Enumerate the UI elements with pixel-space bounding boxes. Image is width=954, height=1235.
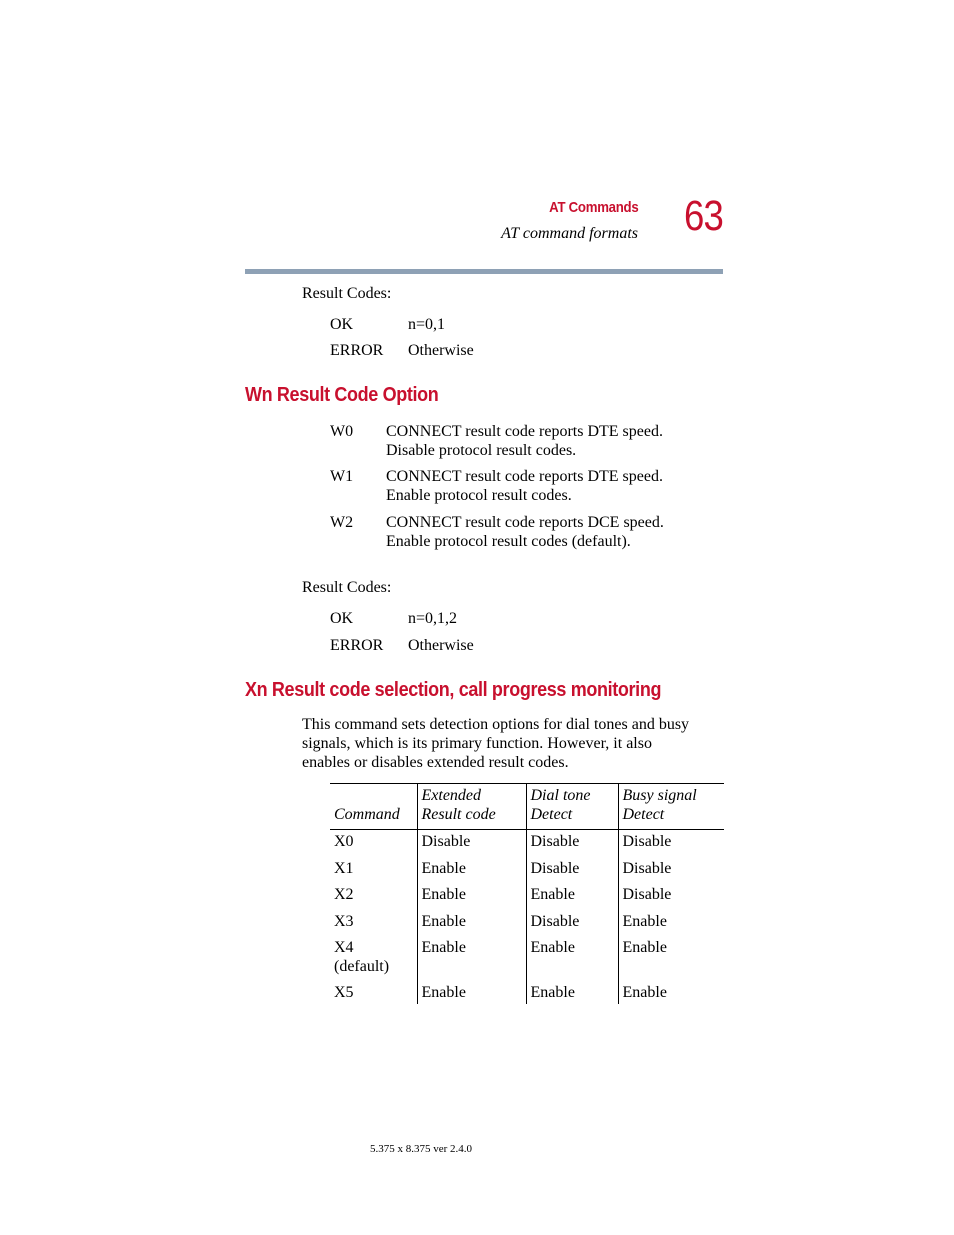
result-codes-label: Result Codes: xyxy=(302,579,392,596)
xn-options-table xyxy=(330,783,724,1004)
result-code-value: Otherwise xyxy=(408,637,474,654)
cell-command xyxy=(330,938,417,983)
option-line: Disable protocol result codes. xyxy=(386,442,577,459)
table-row xyxy=(330,859,724,886)
option-code: W1 xyxy=(330,468,354,485)
paragraph-line: enables or disables extended result codes. xyxy=(302,754,569,771)
option-description xyxy=(386,513,726,551)
paragraph-line: This command sets detection options for dial tones and busy xyxy=(302,716,690,733)
cell-command: X3 xyxy=(334,912,354,930)
command-code: X4 xyxy=(334,939,354,956)
header-line: Detect xyxy=(530,806,573,823)
header-line: Extended xyxy=(421,787,482,804)
column-header-busy-signal xyxy=(618,784,724,830)
header-line: Busy signal xyxy=(622,787,697,804)
cell-busy-signal: Disable xyxy=(618,885,724,912)
cell-extended: Enable xyxy=(417,938,526,983)
cell-busy-signal: Disable xyxy=(618,830,724,859)
cell-dial-tone: Disable xyxy=(526,830,618,859)
result-code: OK xyxy=(330,316,354,333)
section-intro-paragraph xyxy=(302,715,722,772)
option-description xyxy=(386,422,726,460)
option-line: CONNECT result code reports DTE speed. xyxy=(386,423,663,440)
running-header-title: AT Commands xyxy=(548,199,638,216)
column-header-command xyxy=(330,784,417,830)
table-row xyxy=(330,885,724,912)
cell-dial-tone: Enable xyxy=(526,983,618,1004)
result-code: ERROR xyxy=(330,637,384,654)
option-code: W0 xyxy=(330,423,354,440)
paragraph-line: signals, which is its primary function. However, it also xyxy=(302,735,652,752)
cell-extended: Disable xyxy=(417,830,526,859)
result-code: OK xyxy=(330,610,354,627)
cell-dial-tone: Disable xyxy=(526,912,618,939)
cell-command: X5 xyxy=(334,984,354,1001)
cell-busy-signal: Disable xyxy=(618,859,724,886)
option-description xyxy=(386,467,726,505)
option-line: Enable protocol result codes (default). xyxy=(386,533,631,550)
column-header-dial-tone xyxy=(526,784,618,830)
header-line: Result code xyxy=(421,806,496,823)
cell-extended: Enable xyxy=(417,859,526,886)
result-code-value: n=0,1 xyxy=(408,316,446,333)
section-heading-wn: Wn Result Code Option xyxy=(245,384,439,406)
column-header-extended xyxy=(417,784,526,830)
table-row xyxy=(330,912,724,939)
option-line: CONNECT result code reports DTE speed. xyxy=(386,468,663,485)
cell-command: X1 xyxy=(334,859,354,877)
table-row xyxy=(330,938,724,983)
result-code: ERROR xyxy=(330,342,384,359)
cell-command: X2 xyxy=(334,886,354,903)
table-header-row xyxy=(330,784,724,830)
running-header-subtitle: AT command formats xyxy=(501,225,638,242)
page-number: 63 xyxy=(684,192,723,240)
cell-dial-tone: Disable xyxy=(526,859,618,886)
header-rule xyxy=(245,269,723,274)
section-heading-xn: Xn Result code selection, call progress monitoring xyxy=(245,679,662,701)
result-codes-label: Result Codes: xyxy=(302,285,392,302)
table-row xyxy=(330,983,724,1004)
result-code-value: Otherwise xyxy=(408,342,474,359)
table-row xyxy=(330,830,724,859)
cell-extended: Enable xyxy=(417,885,526,912)
cell-extended: Enable xyxy=(417,983,526,1004)
header-line: Dial tone xyxy=(530,787,591,804)
option-line: CONNECT result code reports DCE speed. xyxy=(386,514,664,531)
cell-dial-tone: Enable xyxy=(526,938,618,983)
command-note: (default) xyxy=(334,958,390,975)
cell-extended: Enable xyxy=(417,912,526,939)
cell-command: X0 xyxy=(334,833,354,850)
cell-busy-signal: Enable xyxy=(618,983,724,1004)
header-line: Detect xyxy=(622,806,665,823)
page-footer: 5.375 x 8.375 ver 2.4.0 xyxy=(370,1143,473,1155)
header-line: Command xyxy=(334,806,400,823)
cell-dial-tone: Enable xyxy=(526,885,618,912)
cell-busy-signal: Enable xyxy=(618,938,724,983)
option-line: Enable protocol result codes. xyxy=(386,487,572,504)
result-code-value: n=0,1,2 xyxy=(408,610,458,627)
cell-busy-signal: Enable xyxy=(618,912,724,939)
option-code: W2 xyxy=(330,514,354,531)
